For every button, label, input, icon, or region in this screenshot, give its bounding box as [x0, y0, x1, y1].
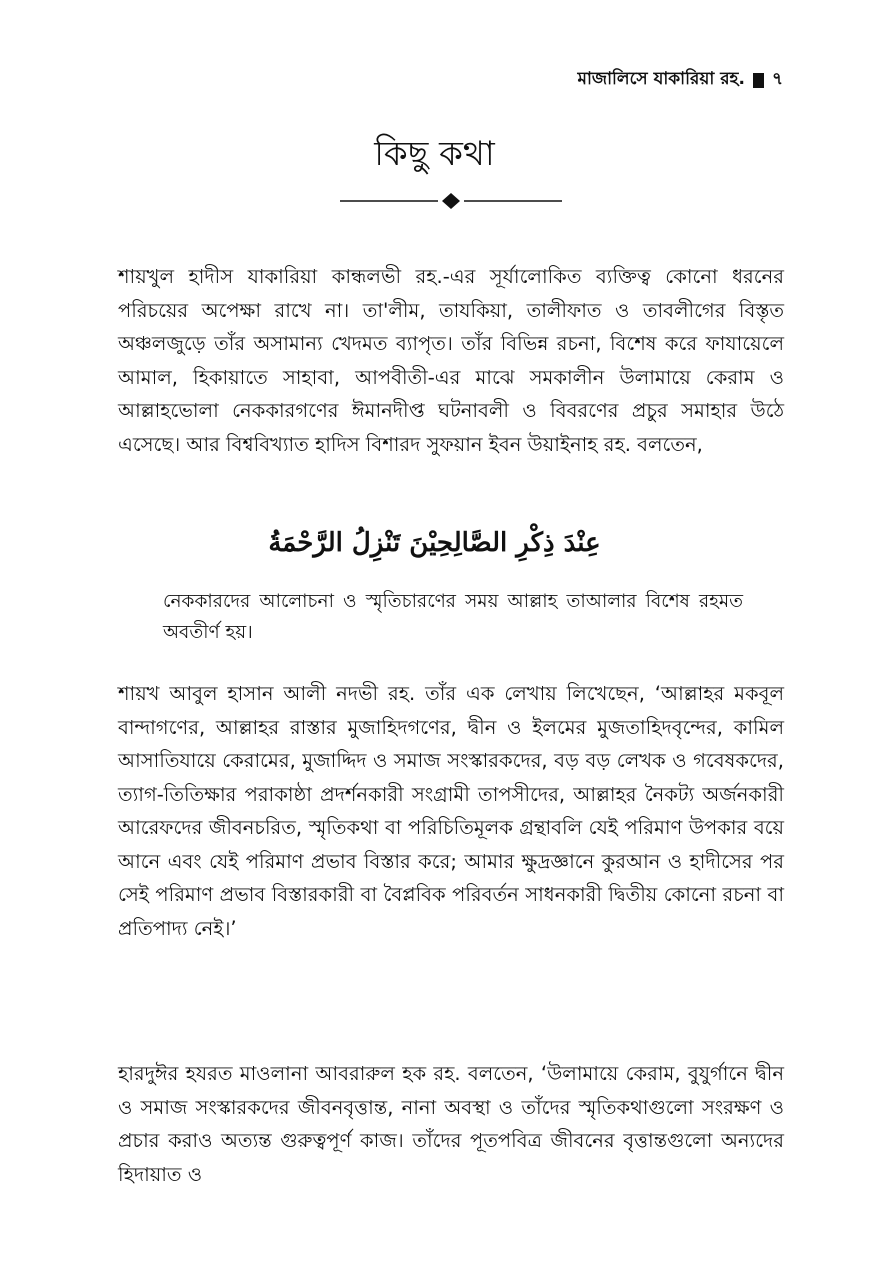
running-title: মাজালিসে যাকারিয়া রহ.: [577, 69, 745, 89]
running-header: [578, 66, 783, 94]
paragraph-2: শায়খ আবুল হাসান আলী নদভী রহ. তাঁর এক লেখায় লিখেছেন, ‘আল্লাহর মকবূল বান্দাগণের, আল্লাহর রাস্তার মুজাহিদগণের, দ্বীন ও ইলমের মুজতাহিদবৃন্দের, কামিল আসাতিযায়ে কেরামের, মুজাদ্দিদ ও সমাজ সংস্কারকদের, বড় বড় লেখক ও গবেষকদের, ত্যাগ-তিতিক্ষার পরাকাষ্ঠা প্রদর্শনকারী সংগ্রামী তাপসীদের, আল্লাহর নৈকট্য অর্জনকারী আরেফদের জীবনচরিত, স্মৃতিকথা বা পরিচিতিমূলক গ্রন্থাবলি যেই পরিমাণ উপকার বয়ে আনে এবং যেই পরিমাণ প্রভাব বিস্তার করে; আমার ক্ষুদ্রজ্ঞানে কুরআন ও হাদীসের পর সেই পরিমাণ প্রভাব বিস্তারকারী বা বৈপ্লবিক পরিবর্তন সাধনকারী দ্বিতীয় কোনো রচনা বা প্রতিপাদ্য নেই।’: [118, 682, 784, 940]
chapter-title: কিছু কথা: [374, 134, 495, 174]
square-marker-icon: [753, 73, 764, 88]
paragraph-1: শায়খুল হাদীস যাকারিয়া কান্ধলভী রহ.-এর সূর্যালোকিত ব্যক্তিত্ব কোনো ধরনের পরিচয়ের অপেক্ষা রাখে না। তা'লীম, তাযকিয়া, তালীফাত ও তাবলীগের বিস্তৃত অঞ্চলজুড়ে তাঁর অসামান্য খেদমত ব্যাপৃত। তাঁর বিভিন্ন রচনা, বিশেষ করে ফাযায়েলে আমাল, হিকায়াতে সাহাবা, আপবীতী-এর মাঝে সমকালীন উলামায়ে কেরাম ও আল্লাহভোলা নেককারগণের ঈমানদীপ্ত ঘটনাবলী ও বিবরণের প্রচুর সমাহার উঠে এসেছে। আর বিশ্ববিখ্যাত হাদিস বিশারদ সুফয়ান ইবন উয়াইনাহ রহ. বলতেন,: [118, 265, 784, 456]
divider-ornament-icon: [340, 192, 562, 210]
arabic-quote: عِنْدَ ذِكْرِ الصَّالِحِيْنَ تَنْزِلُ الرَّحْمَةُ: [268, 528, 601, 558]
quote-translation: নেককারদের আলোচনা ও স্মৃতিচারণের সময় আল্লাহ তাআলার বিশেষ রহমত অবতীর্ণ হয়।: [163, 591, 743, 643]
paragraph-3: হারদুঈর হযরত মাওলানা আবরারুল হক রহ. বলতেন, ‘উলামায়ে কেরাম, বুযুর্গানে দ্বীন ও সমাজ সংস্কারকদের জীবনবৃত্তান্ত, নানা অবস্থা ও তাঁদের স্মৃতিকথাগুলো সংরক্ষণ ও প্রচার করাও অত্যন্ত গুরুত্বপূর্ণ কাজ। তাঁদের পূতপবিত্র জীবনের বৃত্তান্তগুলো অন্যদের হিদায়াত ও: [118, 1062, 784, 1186]
page-number: ৭: [771, 69, 783, 89]
